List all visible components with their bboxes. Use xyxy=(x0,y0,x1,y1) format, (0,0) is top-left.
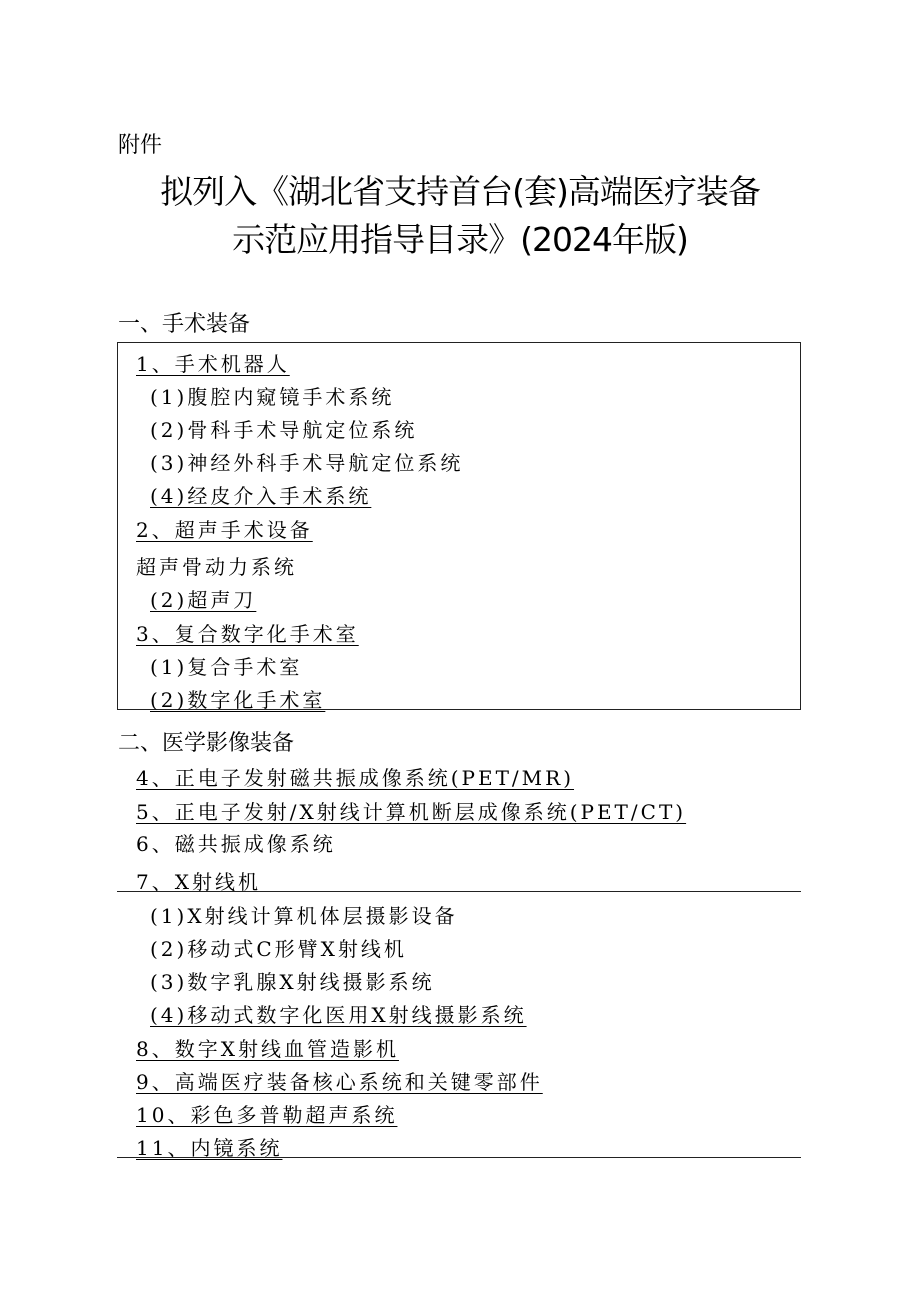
list-item: (4)经皮介入手术系统 xyxy=(150,484,372,508)
divider xyxy=(117,1157,801,1158)
list-item: (3)神经外科手术导航定位系统 xyxy=(150,451,464,475)
list-item: 3、复合数字化手术室 xyxy=(136,622,359,646)
list-item: 7、X射线机 xyxy=(136,870,261,894)
section1-heading: 一、手术装备 xyxy=(118,312,251,337)
list-item: 9、高端医疗装备核心系统和关键零部件 xyxy=(136,1070,543,1094)
list-item: 4、正电子发射磁共振成像系统(PET/MR) xyxy=(136,766,575,790)
list-item: (2)超声刀 xyxy=(150,588,257,612)
list-item: (2)骨科手术导航定位系统 xyxy=(150,418,418,442)
list-item: 5、正电子发射/X射线计算机断层成像系统(PET/CT) xyxy=(136,800,687,824)
section2-heading: 二、医学影像装备 xyxy=(118,731,295,756)
list-item: 超声骨动力系统 xyxy=(136,555,297,579)
list-item: (2)数字化手术室 xyxy=(150,688,326,712)
document-title-line2: 示范应用指导目录》(2024年版) xyxy=(232,220,688,259)
list-item: (1)腹腔内窥镜手术系统 xyxy=(150,385,395,409)
list-item: 11、内镜系统 xyxy=(136,1136,283,1160)
list-item: 8、数字X射线血管造影机 xyxy=(136,1037,399,1061)
document-title-line1: 拟列入《湖北省支持首台(套)高端医疗装备 xyxy=(160,172,760,211)
list-item: (4)移动式数字化医用X射线摄影系统 xyxy=(150,1003,527,1027)
attachment-label: 附件 xyxy=(118,133,163,158)
list-item: (1)X射线计算机体层摄影设备 xyxy=(150,904,458,928)
list-item: (3)数字乳腺X射线摄影系统 xyxy=(150,970,435,994)
list-item: (1)复合手术室 xyxy=(150,655,303,679)
list-item: 10、彩色多普勒超声系统 xyxy=(136,1103,398,1127)
list-item: 1、手术机器人 xyxy=(136,352,290,376)
divider xyxy=(117,891,801,892)
list-item: 6、磁共振成像系统 xyxy=(136,832,336,856)
list-item: (2)移动式C形臂X射线机 xyxy=(150,937,407,961)
list-item: 2、超声手术设备 xyxy=(136,518,313,542)
